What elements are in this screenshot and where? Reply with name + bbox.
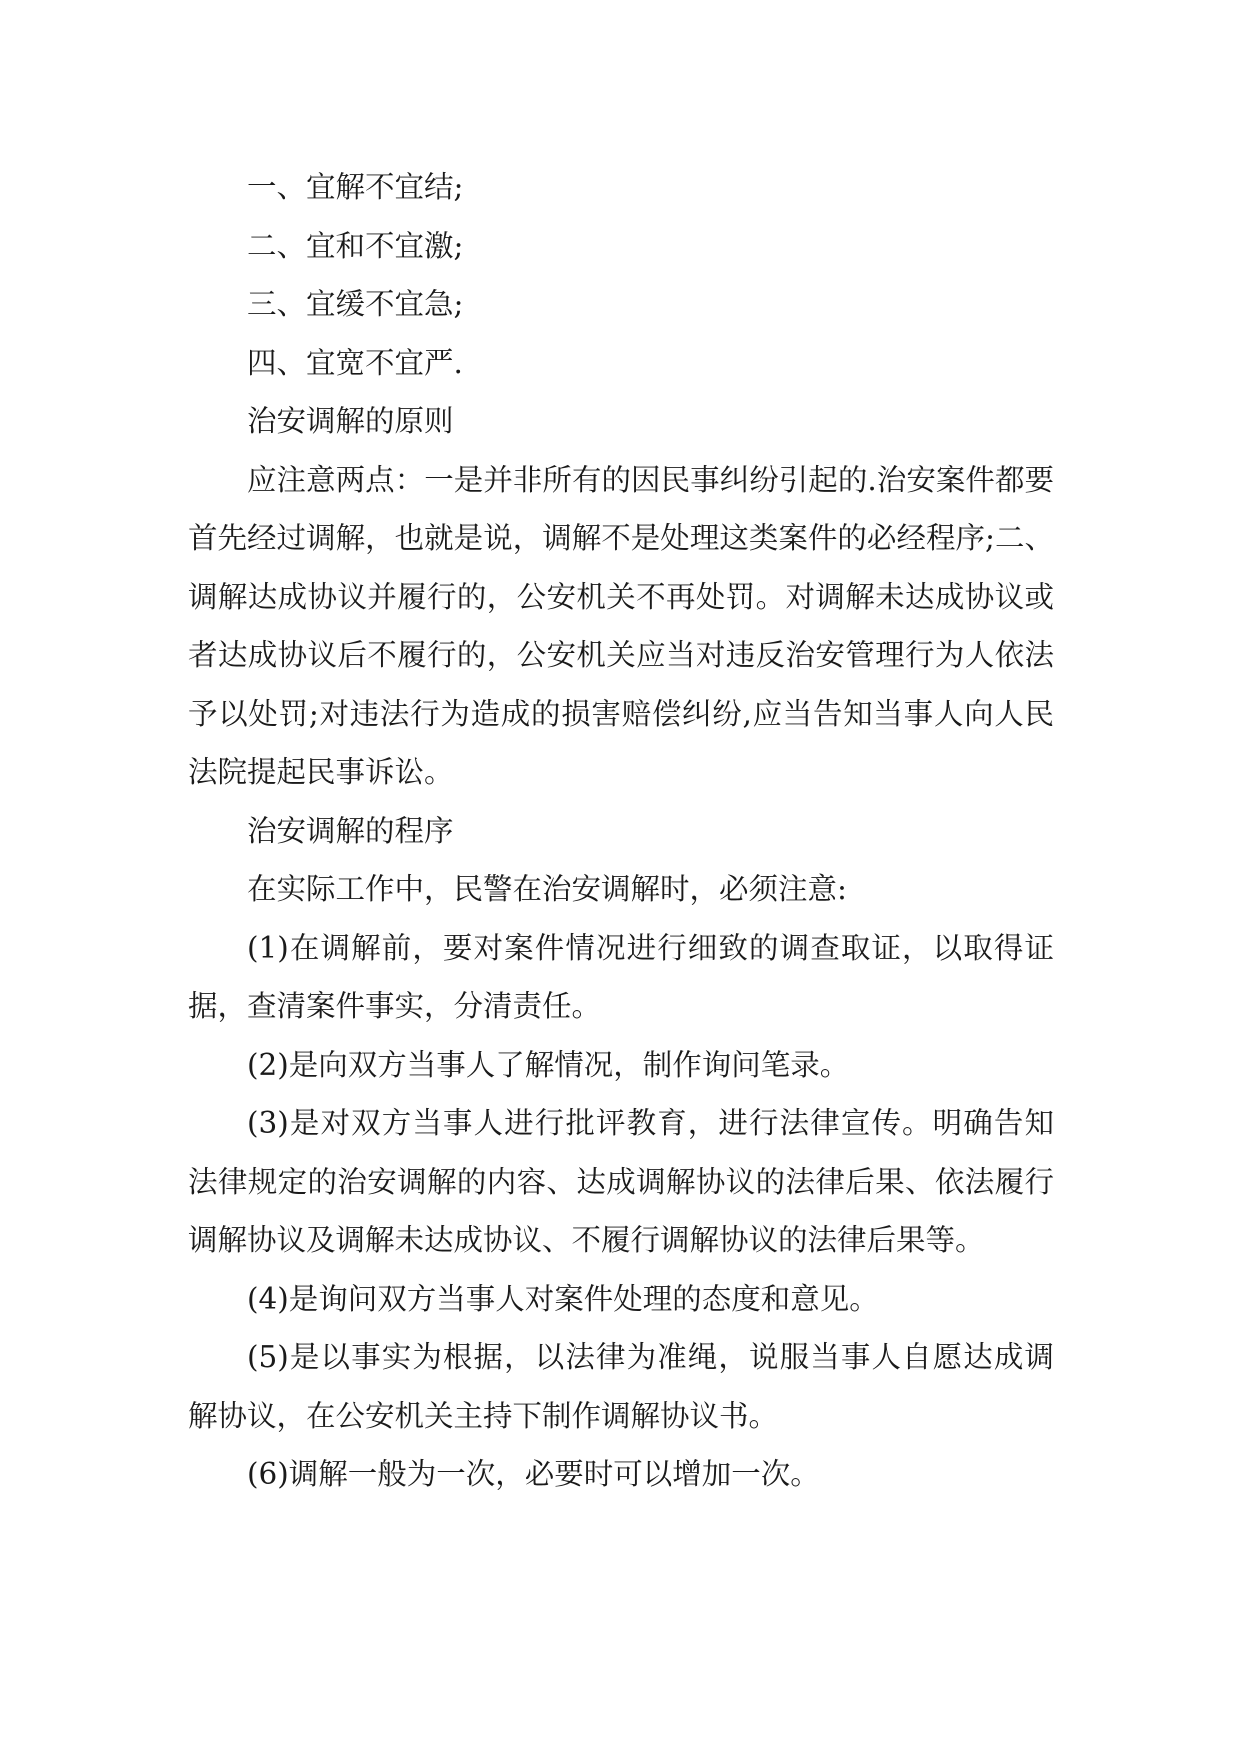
principle-item-3: 三、宜缓不宜急; — [247, 287, 464, 321]
procedure-step-6: (6)调解一般为一次，必要时可以增加一次。 — [247, 1457, 820, 1491]
procedure-step-1: (1)在调解前，要对案件情况进行细致的调查取证，以取得证据，查清案件事实，分清责任。 — [188, 930, 1054, 1023]
procedure-step-2: (2)是向双方当事人了解情况，制作询问笔录。 — [247, 1047, 850, 1082]
principle-item-1: 一、宜解不宜结; — [247, 170, 464, 204]
document-body — [188, 158, 1054, 1504]
principles-paragraph: 应注意两点：一是并非所有的因民事纠纷引起的.治安案件都要首先经过调解，也就是说，调解不是处理这类案件的必经程序;二、调解达成协议并履行的，公安机关不再处罚。对调解未达成协议或者达成协议后不履行的，公安机关应当对违反治安管理行为人依法予以处罚;对违法行为造成的损害赔偿纠纷,应当告知当事人向人民法院提起民事诉讼。 — [188, 462, 1054, 789]
procedure-step-5: (5)是以事实为根据，以法律为准绳，说服当事人自愿达成调解协议，在公安机关主持下制作调解协议书。 — [188, 1340, 1054, 1433]
procedure-intro: 在实际工作中，民警在治安调解时，必须注意: — [247, 872, 847, 906]
principle-item-4: 四、宜宽不宜严. — [247, 345, 463, 380]
procedure-step-4: (4)是询问双方当事人对案件处理的态度和意见。 — [247, 1281, 879, 1316]
procedure-step-3: (3)是对双方当事人进行批评教育，进行法律宣传。明确告知法律规定的治安调解的内容、达成调解协议的法律后果、依法履行调解协议及调解未达成协议、不履行调解协议的法律后果等。 — [188, 1106, 1054, 1257]
section-heading-principles: 治安调解的原则 — [247, 404, 454, 438]
section-heading-procedure: 治安调解的程序 — [247, 813, 454, 848]
principle-item-2: 二、宜和不宜激; — [247, 228, 464, 263]
